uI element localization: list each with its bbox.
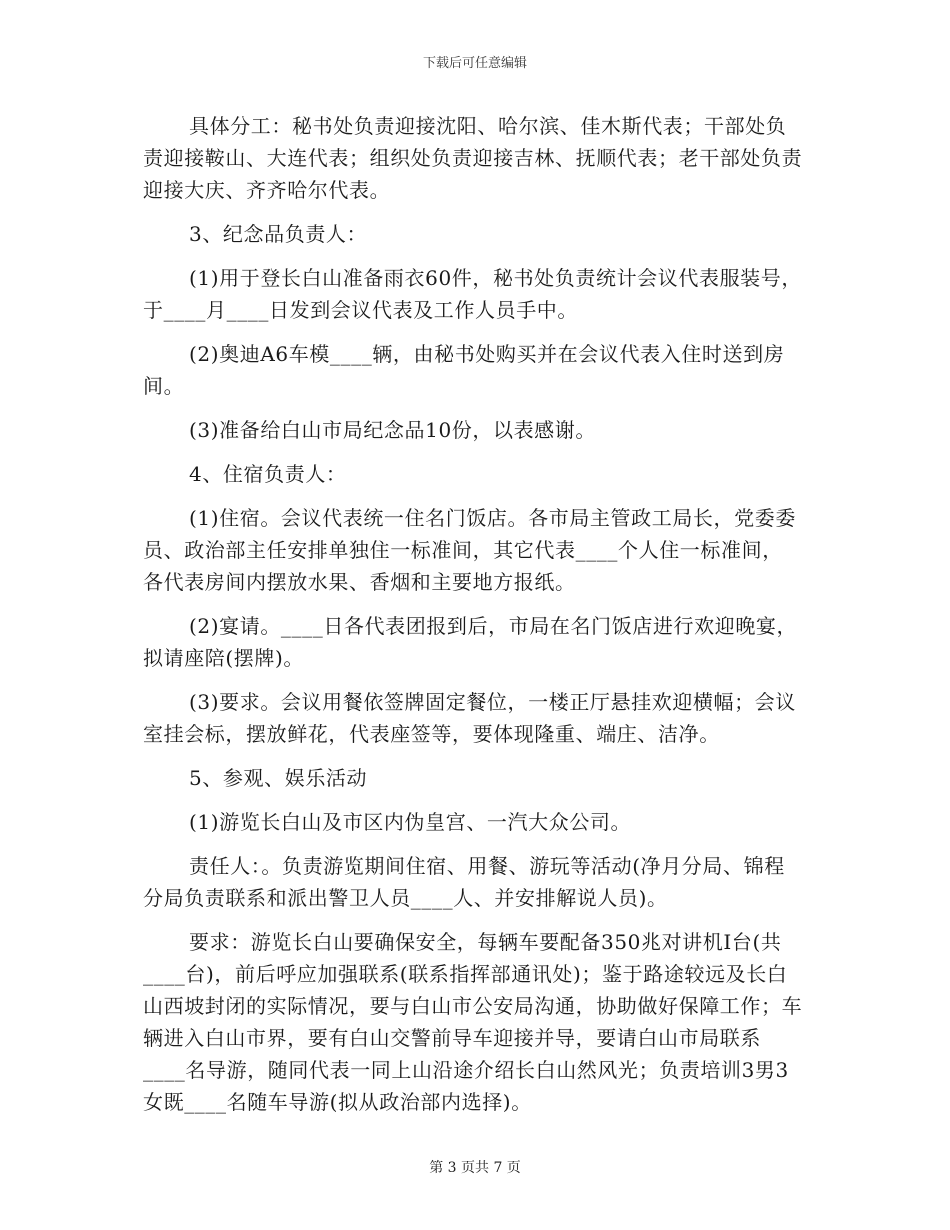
paragraph-text: 3、纪念品负责人：	[189, 222, 368, 246]
paragraph-text: 责任人：。负责游览期间住宿、用餐、游玩等活动(净月分局、锦程分局负责联系和派出警卫人员____人、并安排解说人员)。	[143, 854, 785, 910]
page-header: 下载后可任意编辑	[422, 56, 527, 71]
paragraph	[143, 502, 803, 598]
paragraph-text: 具体分工：秘书处负责迎接沈阳、哈尔滨、佳木斯代表；干部处负责迎接鞍山、大连代表；组织处负责迎接吉林、抚顺代表；老干部处负责迎接大庆、齐齐哈尔代表。	[143, 114, 803, 202]
section-heading	[143, 458, 803, 490]
paragraph	[143, 262, 803, 326]
paragraph-text: (3)准备给白山市局纪念品10份，以表感谢。	[189, 418, 596, 442]
document-body	[143, 110, 803, 1130]
paragraph	[143, 338, 803, 402]
paragraph-text: (1)游览长白山及市区内伪皇宫、一汽大众公司。	[189, 810, 632, 834]
paragraph-text: (1)用于登长白山准备雨衣60件，秘书处负责统计会议代表服装号，于____月____日发到会议代表及工作人员手中。	[143, 266, 802, 322]
paragraph	[143, 610, 803, 674]
paragraph	[143, 110, 803, 206]
section-heading	[143, 218, 803, 250]
paragraph	[143, 686, 803, 750]
paragraph-text: 4、住宿负责人：	[189, 462, 347, 486]
paragraph	[143, 850, 803, 914]
section-heading	[143, 762, 803, 794]
paragraph-text: (1)住宿。会议代表统一住名门饭店。各市局主管政工局长，党委委员、政治部主任安排单独住一标准间，其它代表____个人住一标准间，各代表房间内摆放水果、香烟和主要地方报纸。	[143, 506, 796, 594]
paragraph-text: (2)奥迪A6车模____辆，由秘书处购买并在会议代表入住时送到房间。	[143, 342, 785, 398]
paragraph	[143, 806, 803, 838]
page-footer: 第 3 页共 7 页	[429, 1160, 521, 1176]
paragraph-text: (2)宴请。____日各代表团报到后，市局在名门饭店进行欢迎晚宴，拟请座陪(摆牌)。	[143, 614, 798, 670]
paragraph-text: (3)要求。会议用餐依签牌固定餐位，一楼正厅悬挂欢迎横幅；会议室挂会标，摆放鲜花，代表座签等，要体现隆重、端庄、洁净。	[143, 690, 796, 746]
paragraph	[143, 926, 803, 1118]
paragraph-text: 要求：游览长白山要确保安全，每辆车要配备350兆对讲机I台(共____台)，前后呼应加强联系(联系指挥部通讯处)；鉴于路途较远及长白山西坡封闭的实际情况，要与白山市公安局沟通，协助做好保障工作；车辆进入白山市界，要有白山交警前导车迎接并导，要请白山市局联系____名导游，随同代表一同上山沿途介绍长白山然风光；负责培训3男3女既____名随车导游(拟从政治部内选择)。	[143, 930, 803, 1114]
paragraph	[143, 414, 803, 446]
paragraph-text: 5、参观、娱乐活动	[189, 766, 368, 790]
